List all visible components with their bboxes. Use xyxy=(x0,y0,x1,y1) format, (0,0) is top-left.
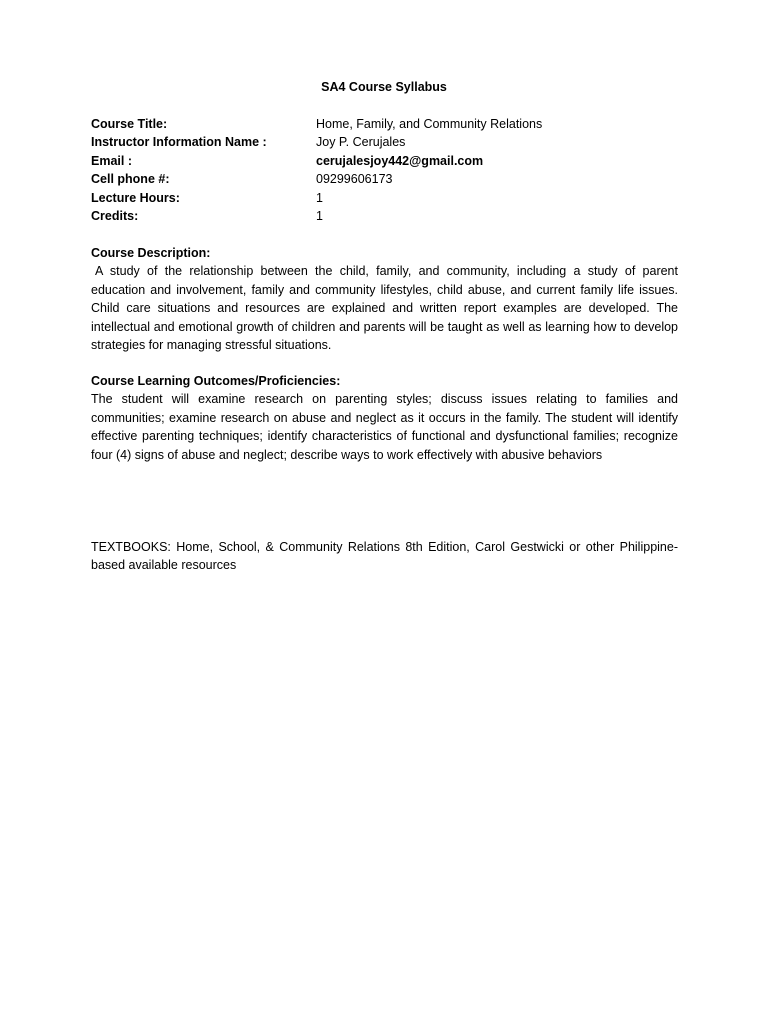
learning-outcomes-section xyxy=(91,372,678,464)
course-title-row xyxy=(91,115,678,133)
credits-label: Credits: xyxy=(91,208,139,223)
lecture-hours-value: 1 xyxy=(316,190,323,205)
instructor-name-value: Joy P. Cerujales xyxy=(316,135,406,150)
lecture-hours-row xyxy=(91,189,678,207)
email-label: Email : xyxy=(91,153,132,168)
course-info-table xyxy=(91,115,678,225)
email-row xyxy=(91,152,678,170)
email-value: cerujalesjoy442@gmail.com xyxy=(316,153,484,168)
learning-outcomes-text: The student will examine research on parenting styles; discuss issues relating to families and communities; examine research on abuse and neglect as it occurs in the family. The student will identify effective parenting techniques; identify characteristics of functional and dysfunctional families; recognize four (4) signs of abuse and neglect; describe ways to work effectively with abusive behaviors xyxy=(91,392,678,462)
textbooks-section xyxy=(91,538,678,575)
textbooks-text: TEXTBOOKS: Home, School, & Community Relations 8th Edition, Carol Gestwicki or other Philippine-based available resources xyxy=(91,540,678,573)
instructor-name-label: Instructor Information Name : xyxy=(91,135,267,150)
instructor-name-row xyxy=(91,133,678,151)
cell-phone-row xyxy=(91,170,678,188)
lecture-hours-label: Lecture Hours: xyxy=(91,190,180,205)
cell-phone-value: 09299606173 xyxy=(316,172,393,187)
credits-row xyxy=(91,207,678,225)
course-title-label: Course Title: xyxy=(91,117,168,131)
credits-value: 1 xyxy=(316,208,323,223)
course-title-value: Home, Family, and Community Relations xyxy=(316,117,543,131)
learning-outcomes-heading: Course Learning Outcomes/Proficiencies: xyxy=(91,374,341,388)
course-description-text: A study of the relationship between the child, family, and community, including a study of parent education and involvement, family and community lifestyles, child abuse, and current family life issues. Child care situations and resources are explained and written report examples are developed. The intellectual and emotional growth of children and parents will be taught as well as learning how to develop strategies for managing stressful situations. xyxy=(91,264,678,353)
cell-phone-label: Cell phone #: xyxy=(91,172,170,187)
course-description-section xyxy=(91,244,678,354)
page-title: SA4 Course Syllabus xyxy=(321,80,447,94)
course-description-heading: Course Description: xyxy=(91,246,211,260)
